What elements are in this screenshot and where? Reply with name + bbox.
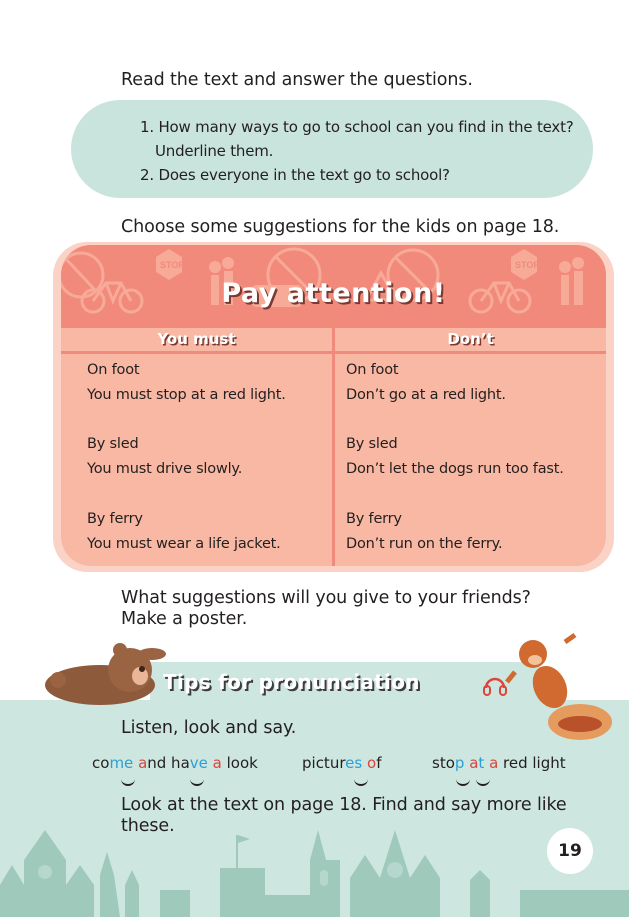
card-title: Pay attention!: [221, 278, 446, 309]
squirrel-character-icon: [505, 632, 615, 747]
table-cell-mode: By ferry: [346, 511, 402, 527]
bear-character-icon: [40, 640, 170, 710]
column-header-must: You must: [157, 330, 236, 348]
pay-attention-card: [53, 242, 614, 572]
instruction-poster-1: What suggestions will you give to your friends?: [121, 588, 531, 608]
question-1: 1. How many ways to go to school can you find in the text?: [140, 118, 574, 136]
table-cell-mode: By sled: [87, 436, 139, 452]
instruction-poster-2: Make a poster.: [121, 609, 248, 629]
table-cell-dont: Don’t let the dogs run too fast.: [346, 461, 564, 477]
instruction-read: Read the text and answer the questions.: [121, 70, 473, 90]
table-cell-must: You must stop at a red light.: [87, 387, 286, 403]
column-divider: [332, 325, 335, 566]
instruction-choose: Choose some suggestions for the kids on page 18.: [121, 217, 560, 237]
table-cell-mode: By ferry: [87, 511, 143, 527]
instruction-more-1: Look at the text on page 18. Find and say more like: [121, 795, 567, 815]
stop-sign-label: STOP: [160, 260, 185, 270]
question-2: 2. Does everyone in the text go to school?: [140, 166, 450, 184]
table-cell-must: You must wear a life jacket.: [87, 536, 281, 552]
questions-box: [71, 100, 593, 198]
instruction-listen: Listen, look and say.: [121, 718, 297, 738]
question-1-line2: Underline them.: [155, 142, 274, 160]
page-number: 19: [547, 828, 593, 874]
svg-text:STOP: STOP: [515, 260, 540, 270]
table-cell-must: You must drive slowly.: [87, 461, 243, 477]
table-cell-mode: On foot: [87, 362, 140, 378]
table-cell-mode: By sled: [346, 436, 398, 452]
tips-title: Tips for pronunciation: [163, 670, 420, 694]
phrase-stop-at-a-red-light[interactable]: stop at a red light: [432, 754, 566, 772]
castle-skyline-icon: [0, 830, 629, 917]
phrase-come-and-have-a-look[interactable]: come and have a look: [92, 754, 258, 772]
column-header-dont: Don’t: [447, 330, 494, 348]
table-cell-dont: Don’t run on the ferry.: [346, 536, 503, 552]
table-cell-dont: Don’t go at a red light.: [346, 387, 506, 403]
phrase-pictures-of[interactable]: pictures of: [302, 754, 382, 772]
instruction-more-2: these.: [121, 816, 175, 836]
table-cell-mode: On foot: [346, 362, 399, 378]
card-header: [61, 245, 606, 325]
